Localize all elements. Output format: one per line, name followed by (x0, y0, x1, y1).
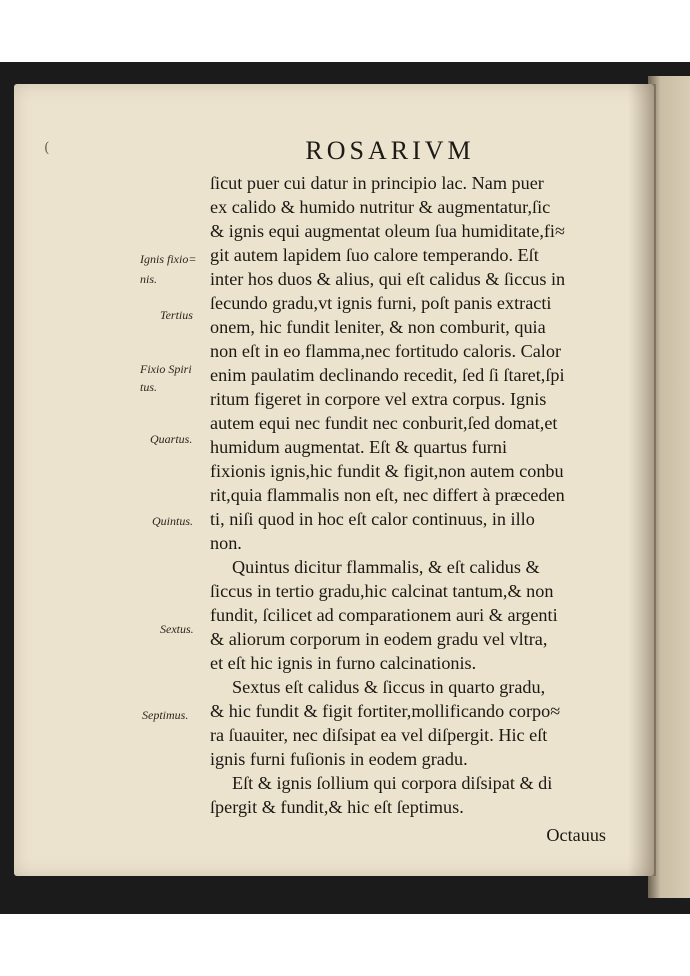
margin-bracket-mark: ( (44, 140, 50, 156)
text-line: & ignis equi augmentat oleum ſua humiditate,fi≈ (210, 221, 565, 241)
text-line: ex calido & humido nutritur & augmentatur,ſic (210, 197, 551, 217)
text-line: inter hos duos & alius, qui eſt calidus & ſiccus in (210, 269, 566, 289)
text-line: enim paulatim declinando recedit, ſed ſi ſtaret,ſpi (210, 365, 565, 385)
text-line: & aliorum corporum in eodem gradu vel vltra, (210, 629, 548, 649)
marginal-note-fixio-spiritus-1: Fixio Spiri (140, 362, 192, 376)
text-line: ſecundo gradu,vt ignis furni, poſt panis extracti (210, 293, 552, 313)
page-gutter-shadow (628, 84, 656, 876)
text-line: Quintus dicitur flammalis, & eſt calidus & (232, 557, 540, 577)
text-line: ſicut puer cui datur in principio lac. Nam puer (210, 173, 544, 193)
text-line: ritum figeret in corpore vel extra corpus. Ignis (210, 389, 547, 409)
text-line: autem equi nec fundit nec conburit,ſed domat,et (210, 413, 558, 433)
text-line: non. (210, 533, 242, 553)
text-line: fixionis ignis,hic fundit & figit,non autem conbu (210, 461, 564, 481)
text-line: et eſt hic ignis in furno calcinationis. (210, 653, 477, 673)
marginal-note-tertius: Tertius (160, 308, 193, 322)
running-header (0, 136, 690, 166)
marginal-note-quartus: Quartus. (150, 432, 193, 446)
marginal-note-fixio-spiritus-2: tus. (140, 380, 158, 394)
catchword: Octauus (546, 825, 606, 845)
text-line: ti, niſi quod in hoc eſt calor continuus, in illo (210, 509, 535, 529)
marginal-note-ignis-fixionis-1: Ignis fixio= (140, 252, 197, 266)
text-line: rit,quia flammalis non eſt, nec differt à præceden (210, 485, 565, 505)
text-line: ignis furni fuſionis in eodem gradu. (210, 749, 468, 769)
marginal-note-ignis-fixionis-2: nis. (140, 272, 158, 286)
text-line: ra ſuauiter, nec diſsipat ea vel diſpergit. Hic eſt (210, 725, 548, 745)
text-line: humidum augmentat. Eſt & quartus furni (210, 437, 508, 457)
text-line: Eſt & ignis ſollium qui corpora diſsipat & di (232, 773, 553, 793)
text-line: ſiccus in tertio gradu,hic calcinat tantum,& non (210, 581, 554, 601)
text-line: onem, hic fundit leniter, & non comburit, quia (210, 317, 546, 337)
running-title: ROSARIVM (305, 136, 475, 165)
text-line: non eſt in eo flamma,nec fortitudo caloris. Calor (210, 341, 562, 361)
marginal-note-septimus: Septimus. (142, 708, 189, 722)
marginal-note-quintus: Quintus. (152, 514, 194, 528)
text-line: & hic fundit & figit fortiter,mollificando corpo≈ (210, 701, 561, 721)
text-line: fundit, ſcilicet ad comparationem auri & argenti (210, 605, 558, 625)
text-line: git autem lapidem ſuo calore temperando. Eſt (210, 245, 539, 265)
text-line: ſpergit & fundit,& hic eſt ſeptimus. (210, 797, 464, 817)
text-line: Sextus eſt calidus & ſiccus in quarto gradu, (232, 677, 546, 697)
marginal-note-sextus: Sextus. (160, 622, 194, 636)
